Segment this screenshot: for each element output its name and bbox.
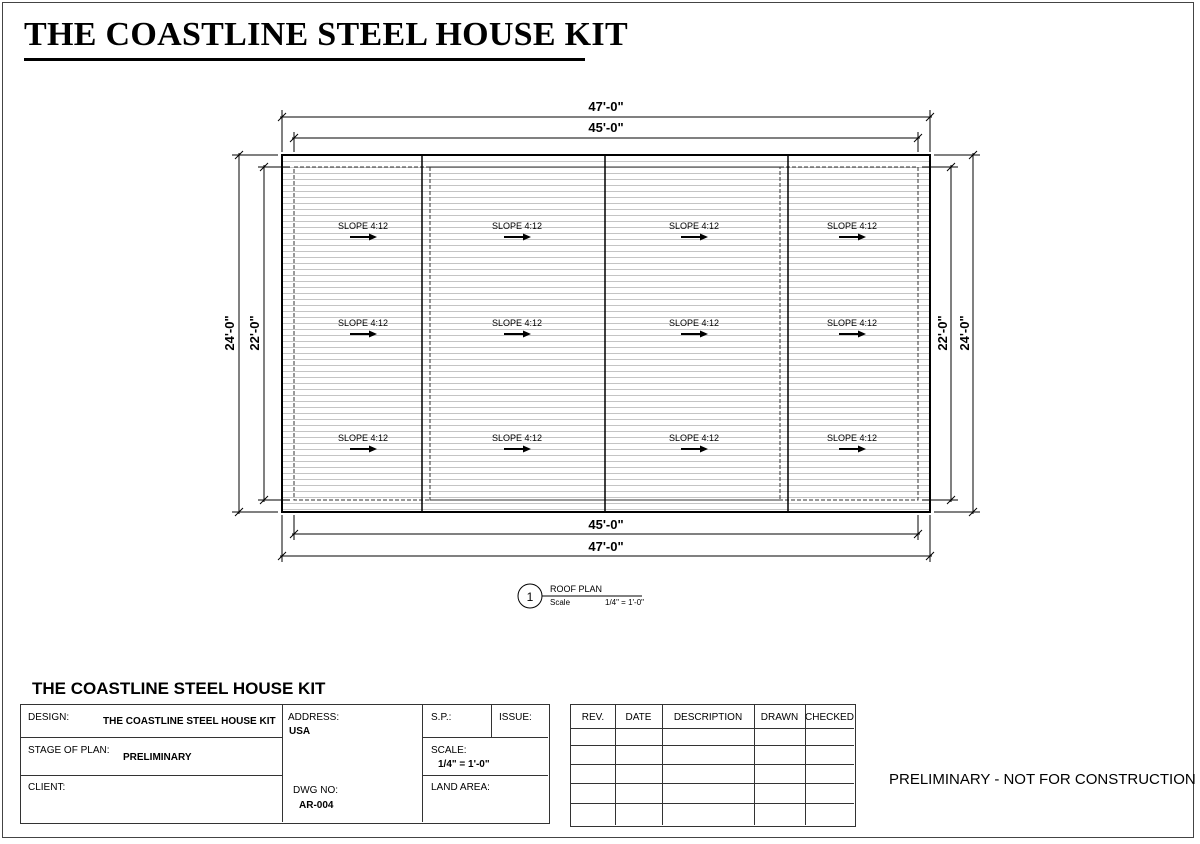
slope-label: SLOPE 4:12 — [491, 433, 543, 443]
slope-label: SLOPE 4:12 — [337, 221, 389, 231]
dimension-label: 24'-0" — [222, 315, 237, 351]
slope-label: SLOPE 4:12 — [337, 433, 389, 443]
dimension-label: 45'-0" — [588, 517, 624, 532]
address-value: USA — [289, 726, 311, 737]
stage-value: PRELIMINARY — [123, 752, 192, 763]
dwg-no-value: AR-004 — [299, 800, 334, 811]
slope-label: SLOPE 4:12 — [337, 318, 389, 328]
dimension-top-inner — [290, 132, 922, 152]
stage-label: STAGE OF PLAN: — [28, 745, 110, 756]
client-label: CLIENT: — [28, 782, 66, 793]
scale-label: SCALE: — [431, 745, 467, 756]
scale-value: 1/4" = 1'-0" — [438, 759, 490, 770]
slope-label: SLOPE 4:12 — [491, 318, 543, 328]
construction-note: PRELIMINARY - NOT FOR CONSTRUCTION — [889, 771, 1196, 788]
dimension-label: 45'-0" — [588, 120, 624, 135]
slope-label: SLOPE 4:12 — [668, 221, 720, 231]
caption-scale-value: 1/4" = 1'-0" — [605, 598, 645, 607]
title-block-heading: THE COASTLINE STEEL HOUSE KIT — [32, 679, 326, 698]
caption-scale-label: Scale — [550, 598, 571, 607]
slope-label: SLOPE 4:12 — [826, 433, 878, 443]
slope-label: SLOPE 4:12 — [826, 221, 878, 231]
description-header: DESCRIPTION — [673, 712, 743, 723]
slope-label: SLOPE 4:12 — [491, 221, 543, 231]
dimension-label: 22'-0" — [935, 315, 950, 351]
slope-label: SLOPE 4:12 — [668, 318, 720, 328]
design-label: DESIGN: — [28, 712, 70, 723]
page-title: THE COASTLINE STEEL HOUSE KIT — [24, 16, 628, 53]
sp-label: S.P.: — [431, 712, 452, 723]
dimension-label: 47'-0" — [588, 99, 624, 114]
dimension-label: 22'-0" — [247, 315, 262, 351]
slope-label: SLOPE 4:12 — [668, 433, 720, 443]
land-area-label: LAND AREA: — [431, 782, 490, 793]
drawn-header: DRAWN — [760, 712, 799, 723]
dimension-label: 47'-0" — [588, 539, 624, 554]
dwg-no-label: DWG NO: — [293, 785, 338, 796]
address-label: ADDRESS: — [288, 712, 340, 723]
revision-table — [570, 704, 856, 827]
roof-outline — [282, 155, 930, 512]
dimension-label: 24'-0" — [957, 315, 972, 351]
design-value: THE COASTLINE STEEL HOUSE KIT — [103, 716, 276, 727]
issue-label: ISSUE: — [499, 712, 532, 723]
caption-title: ROOF PLAN — [550, 584, 603, 594]
rev-header: REV. — [581, 712, 605, 723]
checked-header: CHECKED — [805, 712, 854, 723]
drawing-number: 1 — [526, 590, 534, 604]
title-block — [20, 704, 550, 824]
slope-label: SLOPE 4:12 — [826, 318, 878, 328]
date-header: DATE — [625, 712, 652, 723]
